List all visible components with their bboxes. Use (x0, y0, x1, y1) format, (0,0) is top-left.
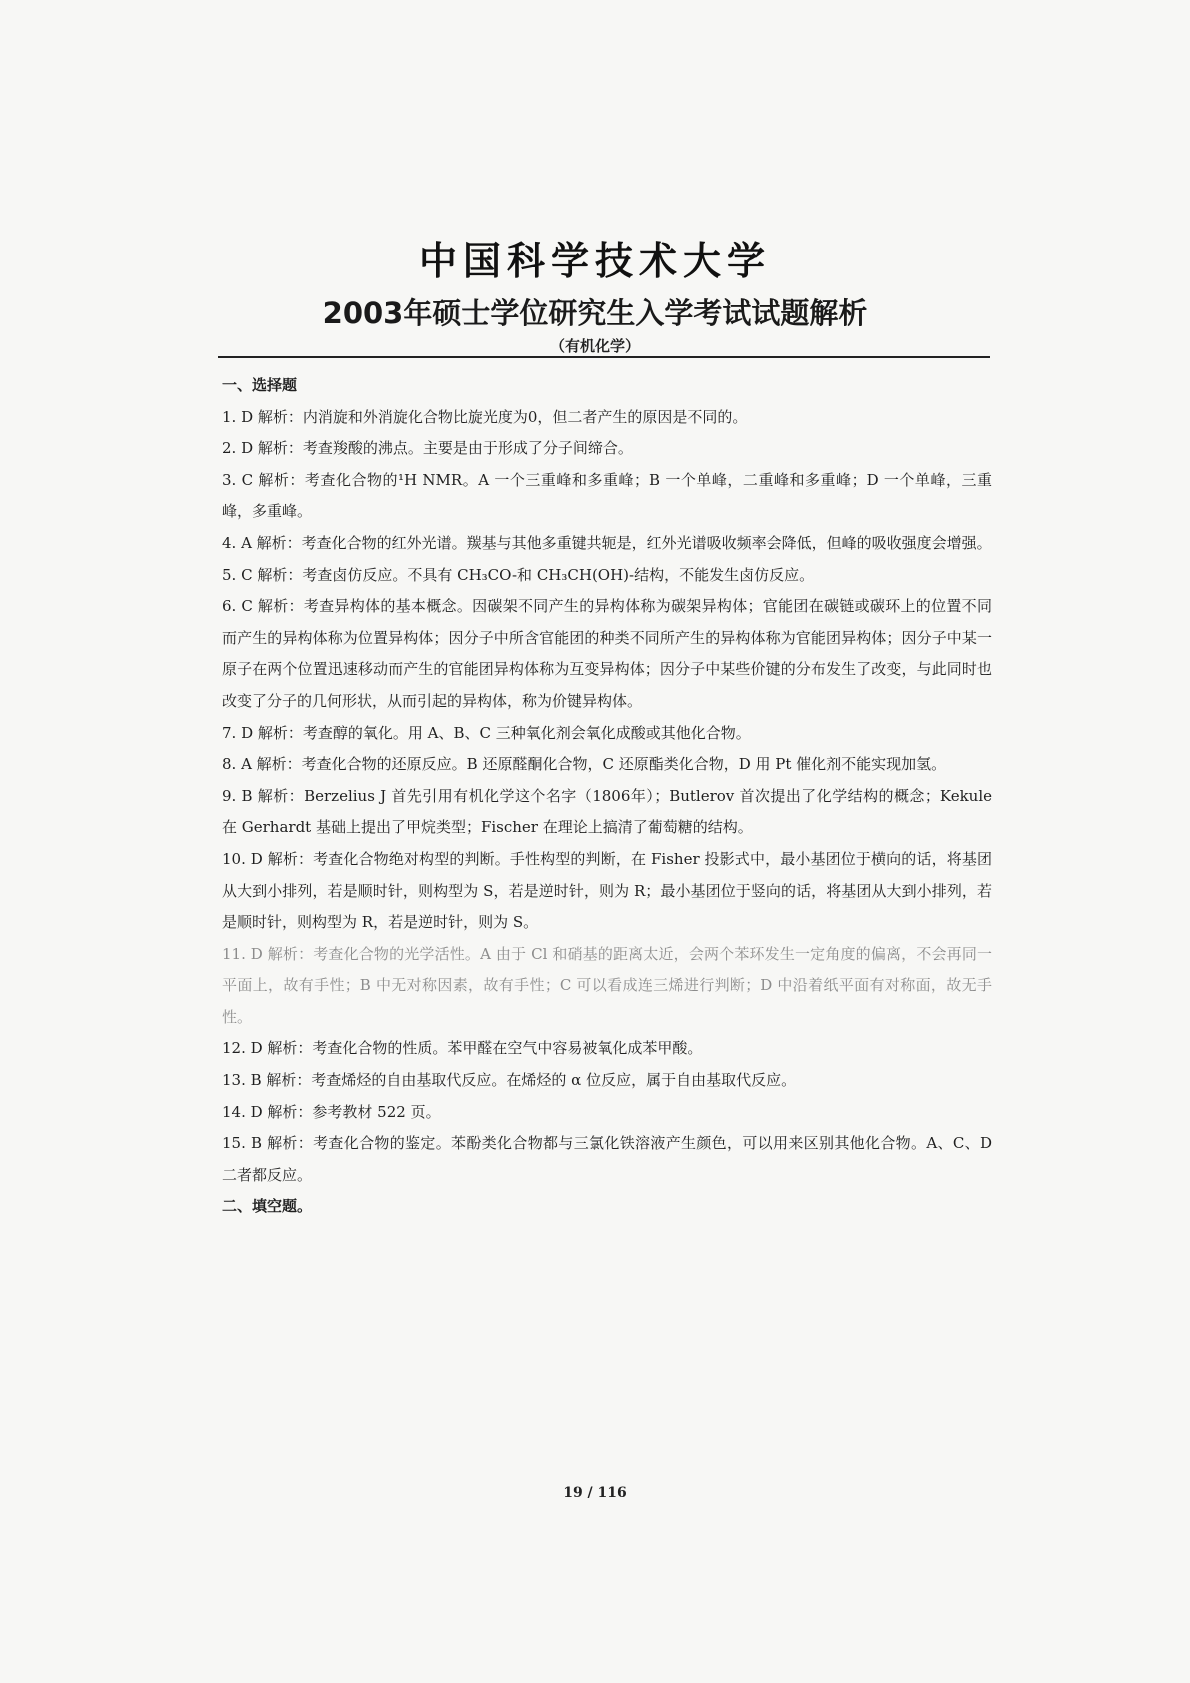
header-rule (218, 356, 990, 358)
answer-item: 8. A 解析：考查化合物的还原反应。B 还原醛酮化合物，C 还原酯类化合物，D 用 Pt 催化剂不能实现加氢。 (222, 755, 947, 774)
exam-title: 2003年硕士学位研究生入学考试试题解析 (322, 296, 868, 330)
answer-item: 2. D 解析：考查羧酸的沸点。主要是由于形成了分子间缔合。 (222, 439, 633, 458)
answer-item: 10. D 解析：考查化合物绝对构型的判断。手性构型的判断，在 Fisher 投影式中，最小基团位于横向的话，将基团从大到小排列，若是顺时针，则构型为 S，若是逆时针，则为 R；最小基团位于竖向的话，将基团从大到小排列，若是顺时针，则构型为 R，若是逆时针，则为 S。 (222, 849, 992, 932)
university-title: 中国科学技术大学 (418, 238, 771, 283)
answer-item: 1. D 解析：内消旋和外消旋化合物比旋光度为0，但二者产生的原因是不同的。 (222, 407, 748, 426)
answer-item: 4. A 解析：考查化合物的红外光谱。羰基与其他多重键共轭是，红外光谱吸收频率会降低，但峰的吸收强度会增强。 (222, 533, 992, 552)
section-heading-choice: 一、选择题 (222, 376, 298, 394)
answer-item: 7. D 解析：考查醇的氧化。用 A、B、C 三种氧化剂会氧化成酸或其他化合物。 (222, 723, 751, 742)
answer-item: 6. C 解析：考查异构体的基本概念。因碳架不同产生的异构体称为碳架异构体；官能团在碳链或碳环上的位置不同而产生的异构体称为位置异构体；因分子中所含官能团的种类不同所产生的异构体称为官能团异构体；因分子中某一原子在两个位置迅速移动而产生的官能团异构体称为互变异构体；因分子中某些价键的分布发生了改变，与此同时也改变了分子的几何形状，从而引起的异构体，称为价键异构体。 (222, 597, 992, 710)
section-heading-fill: 二、填空题。 (222, 1197, 313, 1216)
answer-item: 5. C 解析：考查卤仿反应。不具有 CH₃CO-和 CH₃CH(OH)-结构，不能发生卤仿反应。 (222, 565, 815, 584)
subject-label: （有机化学） (549, 337, 640, 355)
answer-item: 11. D 解析：考查化合物的光学活性。A 由于 Cl 和硝基的距离太近，会两个苯环发生一定角度的偏离，不会再同一平面上，故有手性；B 中无对称因素，故有手性；C 可以看成连三烯进行判断；D 中沿着纸平面有对称面，故无手性。 (222, 944, 992, 1026)
answer-body (222, 370, 992, 1223)
answer-item: 9. B 解析：Berzelius J 首先引用有机化学这个名字（1806年）；Butlerov 首次提出了化学结构的概念；Kekule 在 Gerhardt 基础上提出了甲烷类型；Fischer 在理论上搞清了葡萄糖的结构。 (222, 786, 992, 837)
answer-item: 12. D 解析：考查化合物的性质。苯甲醛在空气中容易被氧化成苯甲酸。 (222, 1039, 703, 1058)
answer-item: 14. D 解析：参考教材 522 页。 (222, 1102, 441, 1121)
answer-item: 3. C 解析：考查化合物的¹H NMR。A 一个三重峰和多重峰；B 一个单峰，二重峰和多重峰；D 一个单峰，三重峰，多重峰。 (222, 470, 992, 521)
answer-item: 13. B 解析：考查烯烃的自由基取代反应。在烯烃的 α 位反应，属于自由基取代反应。 (222, 1071, 797, 1090)
page-number: 19 / 116 (563, 1485, 627, 1501)
answer-item: 15. B 解析：考查化合物的鉴定。苯酚类化合物都与三氯化铁溶液产生颜色，可以用来区别其他化合物。A、C、D 二者都反应。 (222, 1134, 992, 1184)
